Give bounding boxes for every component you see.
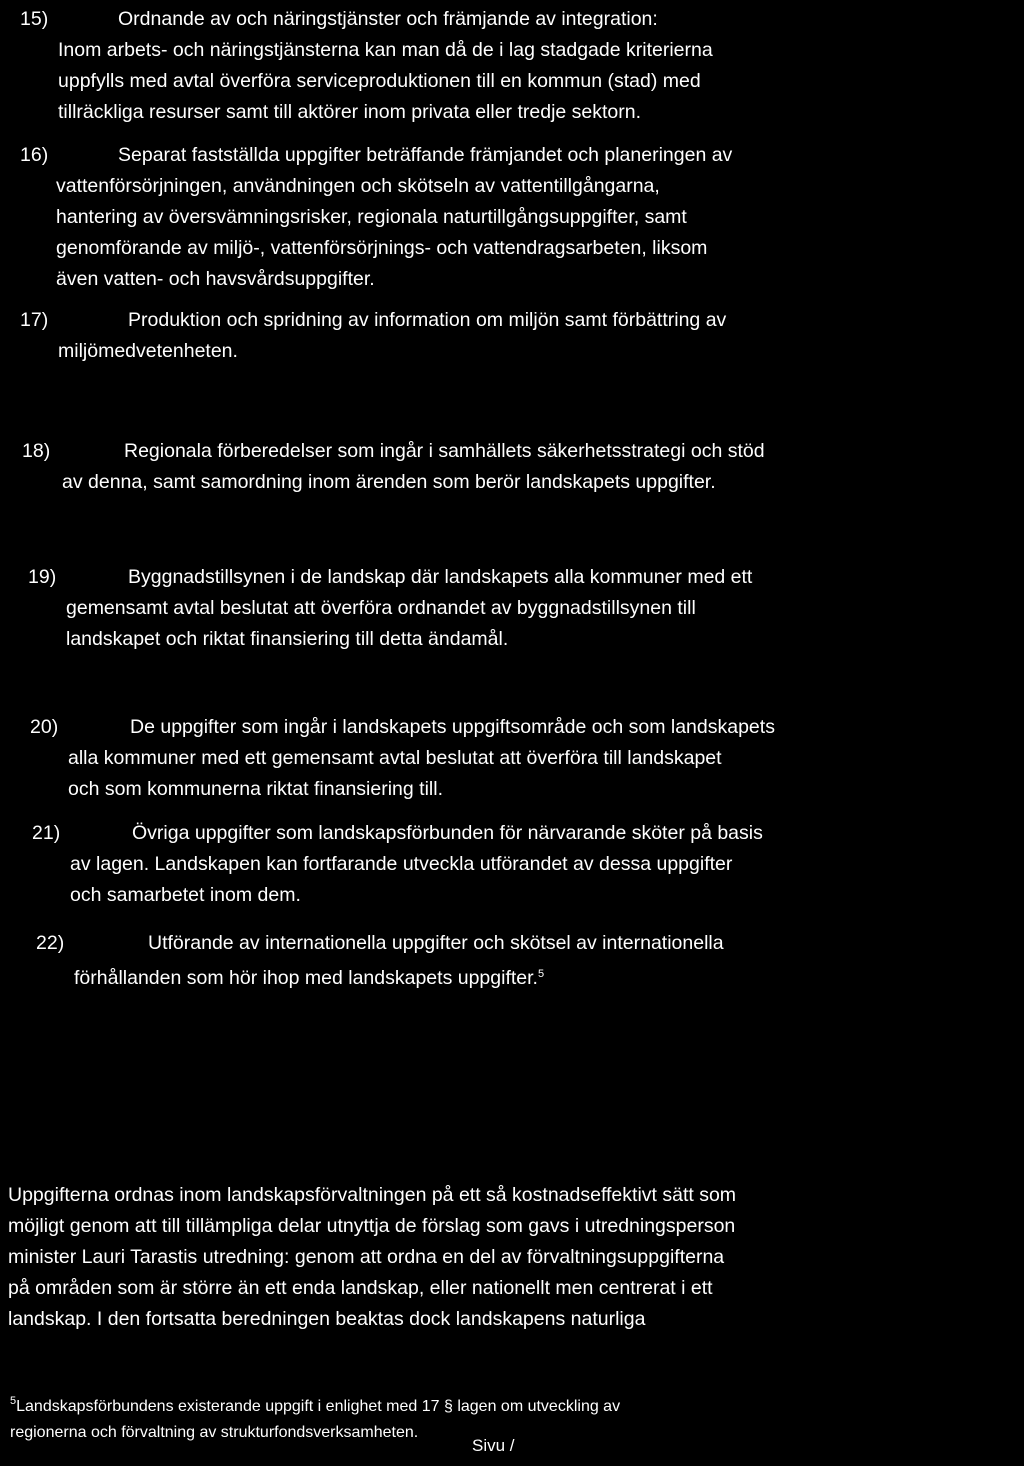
item-text-line: förhållanden som hör ihop med landskapets uppgifter. xyxy=(74,967,538,989)
item-first-line: Övriga uppgifter som landskapsförbunden för närvarande sköter på basis xyxy=(132,822,763,844)
item-number: 16) xyxy=(20,144,49,166)
item-first-line: Separat fastställda uppgifter beträffande främjandet och planeringen av xyxy=(118,144,733,166)
item-18 xyxy=(22,436,1012,498)
footnote xyxy=(10,1362,1010,1441)
footnote-mark: 5 xyxy=(10,1395,17,1407)
item-number: 20) xyxy=(30,716,59,738)
item-text: alla kommuner med ett gemensamt avtal beslutat att överföra till landskapet och som kommunerna riktat finansiering till. xyxy=(68,747,722,800)
item-20 xyxy=(30,712,1014,805)
item-21 xyxy=(32,818,1012,911)
item-16 xyxy=(20,140,1010,295)
item-text: vattenförsörjningen, användningen och skötseln av vattentillgångarna, hantering av översvämningsrisker, regionala naturtillgångsuppgifter, samt genomförande av miljö-, vattenförsörjnings- och vattendragsarbeten, liksom även vatten- och havsvårdsuppgifter. xyxy=(56,175,708,290)
item-number: 22) xyxy=(36,932,65,954)
item-first-line: De uppgifter som ingår i landskapets uppgiftsområde och som landskapets xyxy=(130,716,775,738)
item-text: av lagen. Landskapen kan fortfarande utveckla utförandet av dessa uppgifter och samarbetet inom dem. xyxy=(70,853,733,906)
item-text: av denna, samt samordning inom ärenden som berör landskapets uppgifter. xyxy=(62,471,716,493)
item-text: gemensamt avtal beslutat att överföra ordnandet av byggnadstillsynen till landskapet och riktat finansiering till detta ändamål. xyxy=(66,597,696,650)
body-paragraph: Uppgifterna ordnas inom landskapsförvaltningen på ett så kostnadseffektivt sätt som möjligt genom att till tillämpliga delar utnyttja de förslag som gavs i utredningsperson minister Lauri Tarastis utredning: genom att ordna en del av förvaltningsuppgifterna på områden som är större än ett enda landskap, eller nationellt men centrerat i ett landskap. I den fortsatta beredningen beaktas dock landskapens naturliga xyxy=(8,1184,737,1330)
item-number: 15) xyxy=(20,8,49,30)
item-17 xyxy=(20,305,1010,367)
item-text xyxy=(74,959,544,994)
item-22 xyxy=(36,928,1012,990)
item-number: 21) xyxy=(32,822,61,844)
page-number: Sivu / xyxy=(472,1436,515,1455)
footnote-text: Landskapsförbundens existerande uppgift i enlighet med 17 § lagen om utveckling av regionerna och förvaltning av strukturfondsverksamheten. xyxy=(10,1398,621,1441)
item-first-line: Produktion och spridning av information om miljön samt förbättring av xyxy=(128,309,727,331)
item-text: miljömedvetenheten. xyxy=(58,340,238,362)
item-first-line: Regionala förberedelser som ingår i samhällets säkerhetsstrategi och stöd xyxy=(124,440,765,462)
item-number: 19) xyxy=(28,566,57,588)
item-first-line: Utförande av internationella uppgifter och skötsel av internationella xyxy=(148,932,724,954)
item-15 xyxy=(20,4,1010,128)
item-text: Inom arbets- och näringstjänsterna kan man då de i lag stadgade kriterierna uppfylls med avtal överföra serviceproduktionen till en kommun (stad) med tillräckliga resurser samt till aktörer inom privata eller tredje sektorn. xyxy=(58,39,713,123)
item-19 xyxy=(28,562,1012,655)
footnote-reference: 5 xyxy=(537,968,545,980)
item-first-line: Byggnadstillsynen i de landskap där landskapets alla kommuner med ett xyxy=(128,566,753,588)
item-number: 18) xyxy=(22,440,51,462)
item-number: 17) xyxy=(20,309,49,331)
item-first-line: Ordnande av och näringstjänster och främjande av integration: xyxy=(118,8,658,30)
